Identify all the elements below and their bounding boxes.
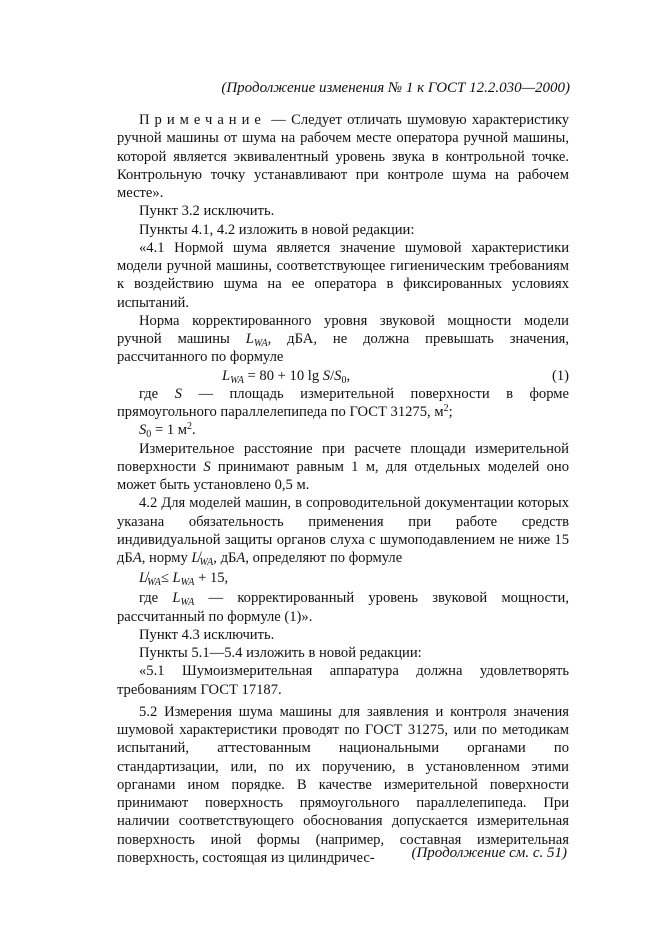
clause-4-1-paragraph: «4.1 Нормой шума является значение шумовой характеристики модели ручной машины, соответствующее гигиеническим требованиям к воздействию шума на ее оператора в фиксированных условиях испытаний. <box>117 239 569 311</box>
page-footer: (Продолжение см. с. 51) <box>411 845 567 861</box>
note-text: — Следует отличать шумовую характеристику ручной машины от шума на рабочем месте оператора ручной машины, которой является эквивалентный уровень звука в контрольной точке. Контрольную точку устанавливают при контроле шума на рабочем месте». <box>117 112 569 201</box>
exclude-4-3-paragraph: Пункт 4.3 исключить. <box>139 626 275 643</box>
document-body <box>117 111 569 867</box>
points-4-1-4-2-paragraph: Пункты 4.1, 4.2 изложить в новой редакции: <box>139 221 415 238</box>
page-header: (Продолжение изменения № 1 к ГОСТ 12.2.030—2000) <box>221 80 570 96</box>
points-5-1-5-4-paragraph: Пункты 5.1—5.4 изложить в новой редакции: <box>139 645 422 661</box>
formula-2 <box>117 567 569 589</box>
note-label: Примечание <box>139 112 266 128</box>
formula-1 <box>117 367 569 385</box>
exclude-3-2-paragraph: Пункт 3.2 исключить. <box>139 203 275 220</box>
where-l-paragraph: где $L_{WA}$ — корректированный уровень звуковой мощности, рассчитанный по формуле (1)». <box>117 590 570 625</box>
clause-5-2-paragraph: 5.2 Измерения шума машины для заявления и контроля значения шумовой характеристики проводят по ГОСТ 31275, или по методикам испытаний, аттестованным национальными органами по стандартизации, или, по их поручению, в установленном этими органами ином порядке. В качестве измерительной поверхности принимают поверхность прямоугольного параллелепипеда. При наличии соответствующего обоснования допускается измерительная поверхность иной формы (например, составная измерительная поверхность, состоящая из цилиндричес- <box>117 703 569 866</box>
clause-5-1-paragraph: «5.1 Шумоизмерительная аппаратура должна удовлетворять требованиям ГОСТ 17187. <box>117 663 569 698</box>
formula-1-expression: $L_{WA} = 80 + 10$ $\lg S/S_0$, <box>222 367 351 386</box>
clause-4-2-paragraph: 4.2 Для моделей машин, в сопроводительной документации которых указана обязательность применения при работе средств индивидуальной защиты органов слуха с шумоподавлением не ниже 15 дБA, норму $L̸_{WA}$, дБA, определяют по формуле <box>117 495 569 568</box>
lwa-symbol: L <box>245 331 254 347</box>
s0-paragraph: $S_0 = 1$ $м^2$. <box>139 421 196 441</box>
distance-paragraph: Измерительное расстояние при расчете площади измерительной поверхности S принимают равным 1 м, для отдельных моделей оно может быть установлено 0,5 м. <box>117 440 569 493</box>
formula-2-expression: $L̸_{WA}\le L_{WA} + 15$, <box>139 570 229 589</box>
norm-paragraph: Норма корректированного уровня звуковой мощности модели ручной машины $L_{WA}$, дБА, не должна превышать значения, рассчитанного по формуле <box>117 312 569 366</box>
where-s-paragraph: где S — площадь измерительной поверхности в форме прямоугольного параллелепипеда по ГОСТ 31275, $м^2$; <box>117 385 570 420</box>
formula-1-number: (1) <box>551 367 569 384</box>
note-paragraph <box>117 111 569 202</box>
